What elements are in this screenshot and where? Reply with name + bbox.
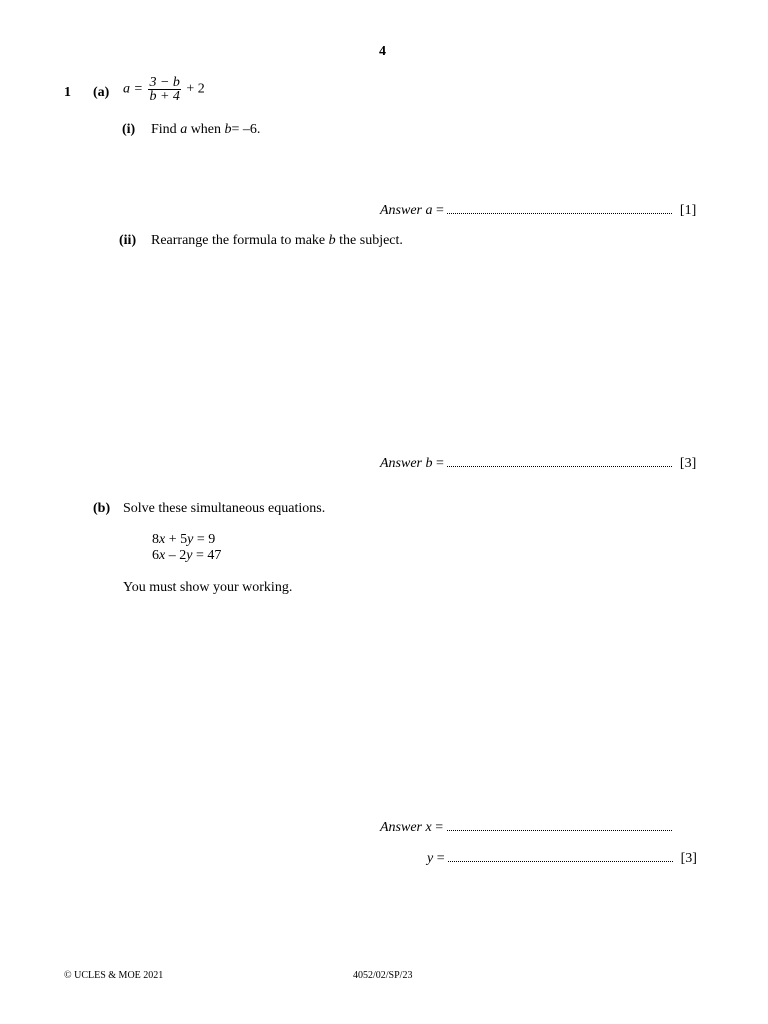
sub-ii-text: [151, 233, 403, 249]
formula-tail: + 2: [186, 81, 205, 97]
answer-label: Answer: [380, 203, 422, 218]
marks: [3]: [679, 456, 697, 471]
sub-ii-text-1: Rearrange the formula to make: [151, 233, 326, 248]
marks: [3]: [680, 851, 697, 866]
answer-eq: =: [436, 456, 444, 471]
sub-i-text-1: Find: [151, 122, 177, 137]
answer-y-line: [427, 849, 697, 867]
footer-paper-code: 4052/02/SP/23: [353, 970, 413, 981]
equation-1: [152, 532, 215, 548]
sub-i-var-2: b: [224, 122, 232, 137]
answer-x-field[interactable]: [447, 818, 672, 831]
sub-i-label: (i): [122, 122, 136, 137]
part-a-label: (a): [93, 85, 110, 100]
formula-numerator: 3 − b: [149, 75, 180, 90]
sub-i-var-1: a: [180, 122, 188, 137]
answer-y-field[interactable]: [448, 849, 673, 862]
answer-eq: =: [436, 851, 445, 866]
sub-i-text: [151, 122, 260, 138]
answer-var: a: [425, 203, 433, 218]
formula-denominator: b + 4: [149, 89, 180, 104]
part-b-label: (b): [93, 501, 111, 516]
answer-label: Answer: [380, 456, 422, 471]
eq2-op: – 2: [165, 548, 187, 563]
eq2-var-x: x: [159, 548, 166, 563]
eq1-coef: 8: [152, 532, 159, 547]
answer-b-field[interactable]: [447, 454, 672, 467]
eq1-rhs: = 9: [193, 532, 216, 547]
sub-ii-var-1: b: [328, 233, 336, 248]
answer-var: y: [427, 851, 434, 866]
page-number: 4: [379, 44, 386, 59]
answer-var: b: [425, 456, 433, 471]
answer-b-line: [380, 454, 696, 472]
eq2-coef: 6: [152, 548, 159, 563]
eq2-rhs: = 47: [192, 548, 222, 563]
formula: [123, 76, 205, 103]
answer-a-line: [380, 201, 696, 219]
answer-x-line: [380, 818, 672, 836]
eq2-var-y: y: [186, 548, 193, 563]
working-note: You must show your working.: [123, 580, 293, 595]
sub-ii-label: (ii): [119, 233, 137, 248]
answer-var: x: [425, 820, 432, 835]
formula-fraction: [148, 76, 180, 103]
footer-copyright: © UCLES & MOE 2021: [64, 970, 164, 981]
eq1-var-y: y: [187, 532, 194, 547]
eq1-op: + 5: [165, 532, 188, 547]
part-b-instruction: Solve these simultaneous equations.: [123, 501, 326, 516]
formula-lhs: a =: [123, 81, 143, 97]
question-number: 1: [64, 85, 71, 100]
sub-i-text-2: when: [190, 122, 222, 137]
sub-i-text-3: = –6.: [231, 122, 261, 137]
answer-eq: =: [435, 820, 444, 835]
answer-a-field[interactable]: [447, 201, 672, 214]
answer-eq: =: [436, 203, 444, 218]
marks: [1]: [679, 203, 697, 218]
answer-label: Answer: [380, 820, 422, 835]
eq1-var-x: x: [159, 532, 166, 547]
equation-2: [152, 548, 221, 564]
sub-ii-text-2: the subject.: [339, 233, 403, 248]
